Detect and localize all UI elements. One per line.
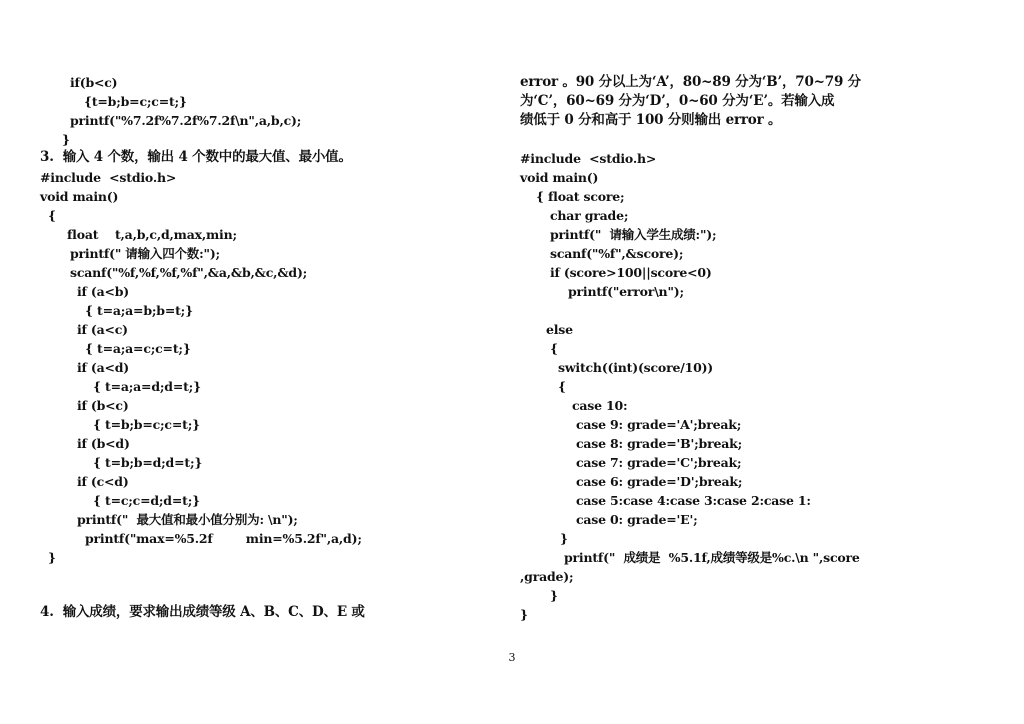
code-line: printf(" 请输入四个数:"); xyxy=(70,246,220,261)
code-line: case 7: grade='C';break; xyxy=(576,455,742,470)
code-line: { xyxy=(550,341,558,356)
code-line: if (score>100||score<0) xyxy=(550,265,712,280)
code-line: { xyxy=(48,208,56,223)
code-line: } xyxy=(560,531,568,546)
code-line: void main() xyxy=(40,189,119,204)
paragraph-line: 为‘C’，60~69 分为‘D’，0~60 分为‘E’。若输入成 xyxy=(520,93,835,109)
code-line: else xyxy=(546,322,573,337)
code-line: } xyxy=(520,607,528,622)
code-line: switch((int)(score/10)) xyxy=(558,360,714,375)
code-line: { t=a;a=d;d=t;} xyxy=(93,379,201,394)
code-line: } xyxy=(62,132,70,147)
code-line: if (a<c) xyxy=(77,322,128,337)
code-line: if (b<c) xyxy=(77,398,129,413)
code-line: } xyxy=(48,550,56,565)
code-line: float t,a,b,c,d,max,min; xyxy=(67,227,237,242)
code-line: { t=a;a=c;c=t;} xyxy=(85,341,191,356)
code-line: case 0: grade='E'; xyxy=(576,512,698,527)
code-line: if (a<b) xyxy=(77,284,130,299)
code-line: printf(" 请输入学生成绩:"); xyxy=(550,227,717,242)
code-line: case 8: grade='B';break; xyxy=(576,436,742,451)
code-line: printf("error\n"); xyxy=(568,284,684,299)
code-line: scanf("%f,%f,%f,%f",&a,&b,&c,&d); xyxy=(70,265,308,280)
code-line: printf("max=%5.2f min=%5.2f",a,d); xyxy=(85,531,362,546)
section-heading: 4. 输入成绩，要求输出成绩等级 A、B、C、D、E 或 xyxy=(40,604,365,620)
code-line: printf("%7.2f%7.2f%7.2f\n",a,b,c); xyxy=(70,113,302,128)
code-line: void main() xyxy=(520,170,599,185)
code-line: case 9: grade='A';break; xyxy=(576,417,742,432)
paragraph-line: error 。90 分以上为‘A’，80~89 分为‘B’，70~79 分 xyxy=(520,74,861,90)
code-line: printf(" 最大值和最小值分别为: \n"); xyxy=(77,512,298,527)
code-line: if (a<d) xyxy=(77,360,130,375)
code-line: char grade; xyxy=(550,208,629,223)
code-line: { t=c;c=d;d=t;} xyxy=(93,493,200,508)
code-line: {t=b;b=c;c=t;} xyxy=(84,94,187,109)
code-line: #include <stdio.h> xyxy=(40,170,177,185)
code-line: case 6: grade='D';break; xyxy=(576,474,743,489)
code-line: { xyxy=(558,379,566,394)
code-line: if(b<c) xyxy=(70,75,118,90)
code-line: #include <stdio.h> xyxy=(520,151,657,166)
code-line: { t=a;a=b;b=t;} xyxy=(85,303,193,318)
code-line: case 5:case 4:case 3:case 2:case 1: xyxy=(576,493,811,508)
code-line: { float score; xyxy=(536,189,625,204)
section-heading: 3. 输入 4 个数，输出 4 个数中的最大值、最小值。 xyxy=(40,149,352,165)
code-line: printf(" 成绩是 %5.1f,成绩等级是%c.\n ",score xyxy=(564,550,860,565)
code-line: { t=b;b=d;d=t;} xyxy=(93,455,203,470)
page-number: 3 xyxy=(508,651,516,664)
code-line: ,grade); xyxy=(520,569,574,584)
code-line: case 10: xyxy=(572,398,628,413)
code-line: scanf("%f",&score); xyxy=(550,246,684,261)
code-line: if (b<d) xyxy=(77,436,130,451)
code-line: { t=b;b=c;c=t;} xyxy=(93,417,200,432)
code-line: } xyxy=(550,588,558,603)
paragraph-line: 绩低于 0 分和高于 100 分则输出 error 。 xyxy=(520,112,782,128)
code-line: if (c<d) xyxy=(77,474,129,489)
